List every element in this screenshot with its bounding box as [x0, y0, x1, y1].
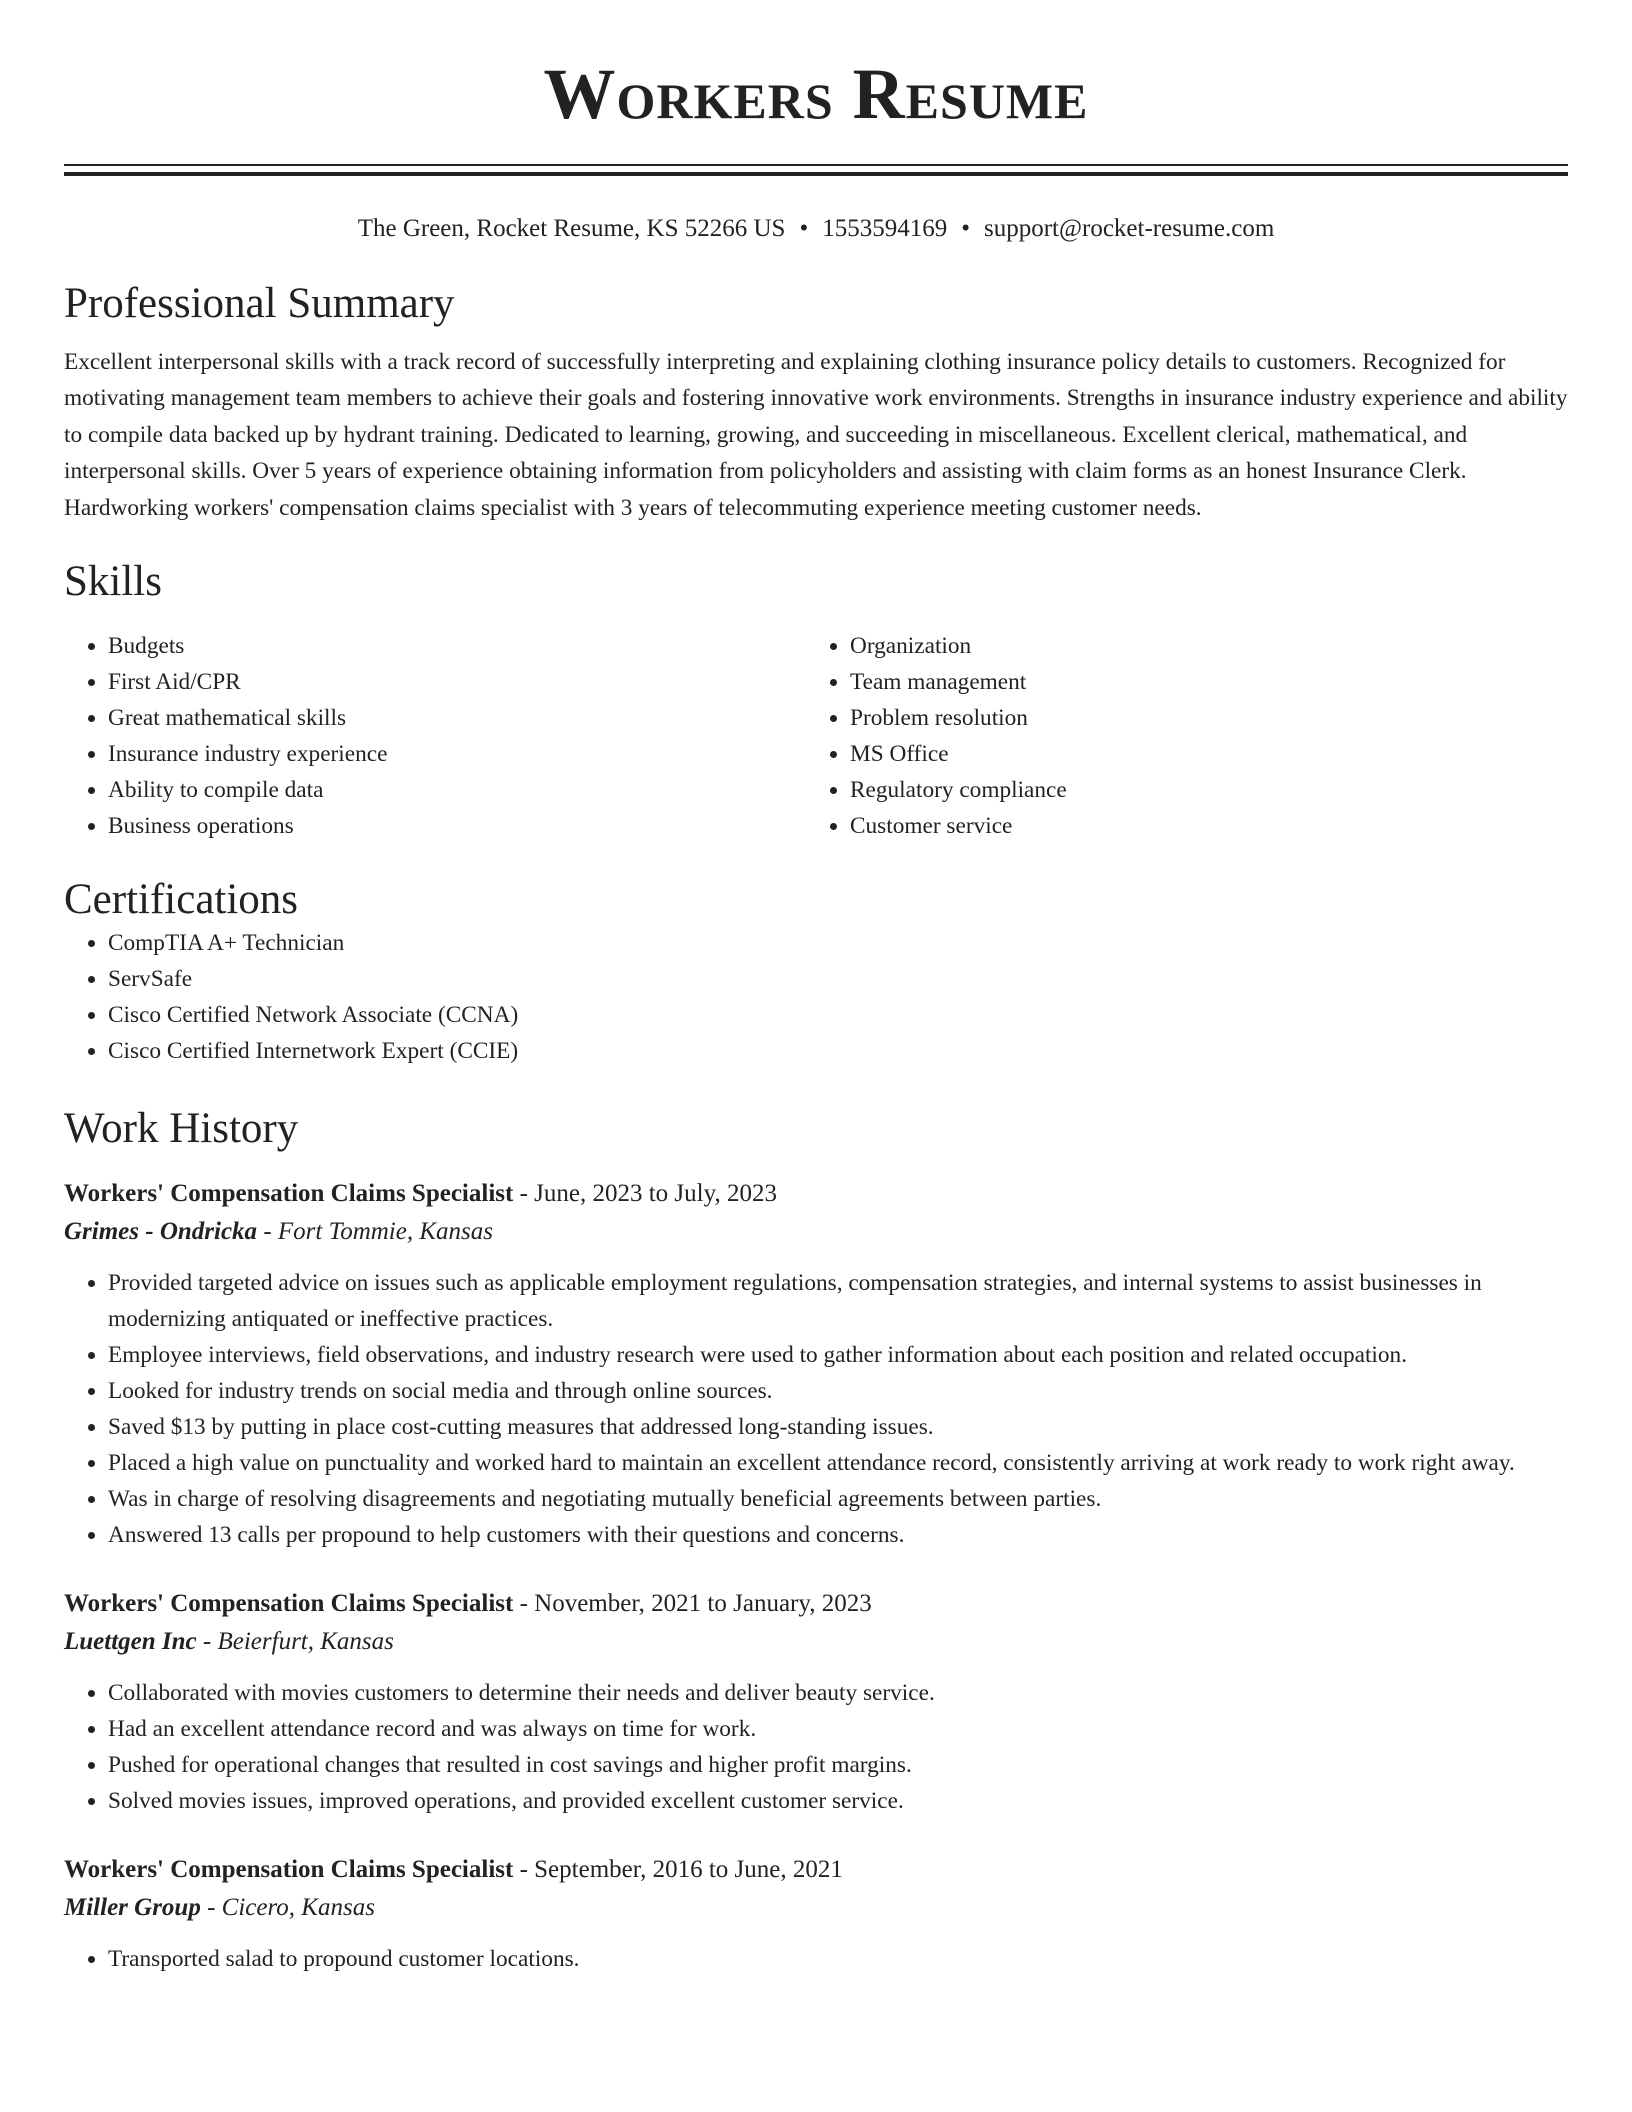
job-duty: • Provided targeted advice on issues such as applicable employment regulations, compensation strategies, and internal systems to assist businesses in modernizing antiquated or ineffective practices.	[108, 1265, 1568, 1337]
job-company: Grimes - Ondricka	[64, 1217, 258, 1245]
job-duty: • Solved movies issues, improved operations, and provided excellent customer service.	[108, 1783, 1568, 1819]
job-employer: Miller Group - Cicero, Kansas	[64, 1893, 375, 1921]
job-location: Fort Tommie, Kansas	[277, 1217, 493, 1245]
job-duty: • Was in charge of resolving disagreements and negotiating mutually beneficial agreements between parties.	[108, 1481, 1568, 1517]
contact-email[interactable]: support@rocket-resume.com	[983, 215, 1275, 242]
certifications-heading: Certifications	[64, 875, 299, 923]
certification-item: • ServSafe	[108, 961, 1568, 997]
job-duties-list	[64, 1265, 1568, 1553]
job-entry	[64, 1851, 1568, 1977]
skill-item: • Problem resolution	[850, 700, 1568, 736]
skills-heading: Skills	[64, 558, 162, 606]
header-divider-thick	[64, 172, 1568, 176]
skill-item: • Customer service	[850, 808, 1568, 844]
work-history-heading: Work History	[64, 1105, 299, 1153]
header-divider-thin	[64, 164, 1568, 166]
certification-item: • CompTIA A+ Technician	[108, 925, 1568, 961]
job-duty: • Answered 13 calls per propound to help customers with their questions and concerns.	[108, 1517, 1568, 1553]
certifications-list	[64, 925, 1568, 1069]
skill-item: • First Aid/CPR	[108, 664, 806, 700]
job-dates: June, 2023 to July, 2023	[534, 1179, 777, 1207]
skill-item: • Team management	[850, 664, 1568, 700]
job-duty: • Transported salad to propound customer locations.	[108, 1941, 1568, 1977]
certification-item: • Cisco Certified Internetwork Expert (CCIE)	[108, 1033, 1568, 1069]
job-duties-list	[64, 1941, 1568, 1977]
job-duty: • Pushed for operational changes that resulted in cost savings and higher profit margins.	[108, 1747, 1568, 1783]
job-duty: • Had an excellent attendance record and was always on time for work.	[108, 1711, 1568, 1747]
job-duties-list	[64, 1675, 1568, 1819]
skill-item: • Ability to compile data	[108, 772, 806, 808]
job-heading: Workers' Compensation Claims Specialist - June, 2023 to July, 2023	[64, 1179, 777, 1207]
job-duty: • Collaborated with movies customers to determine their needs and deliver beauty service.	[108, 1675, 1568, 1711]
skill-item: • Great mathematical skills	[108, 700, 806, 736]
job-duty: • Placed a high value on punctuality and worked hard to maintain an excellent attendance record, consistently arriving at work ready to work right away.	[108, 1445, 1568, 1481]
job-location: Cicero, Kansas	[221, 1893, 375, 1921]
job-role: Workers' Compensation Claims Specialist	[64, 1179, 514, 1207]
job-entry	[64, 1175, 1568, 1553]
skill-item: • Organization	[850, 628, 1568, 664]
job-employer: Luettgen Inc - Beierfurt, Kansas	[64, 1627, 394, 1655]
skill-item: • Regulatory compliance	[850, 772, 1568, 808]
job-dates: September, 2016 to June, 2021	[534, 1855, 843, 1883]
skills-list-right	[806, 628, 1568, 844]
job-role: Workers' Compensation Claims Specialist	[64, 1589, 514, 1617]
skill-item: • Budgets	[108, 628, 806, 664]
job-duty: • Employee interviews, field observations, and industry research were used to gather information about each position and related occupation.	[108, 1337, 1568, 1373]
job-heading: Workers' Compensation Claims Specialist - November, 2021 to January, 2023	[64, 1589, 872, 1617]
skill-item: • MS Office	[850, 736, 1568, 772]
skill-item: • Insurance industry experience	[108, 736, 806, 772]
job-company: Luettgen Inc	[64, 1627, 197, 1655]
job-location: Beierfurt, Kansas	[217, 1627, 394, 1655]
contact-line	[64, 214, 1568, 244]
contact-separator: •	[799, 215, 809, 242]
job-duty: • Looked for industry trends on social media and through online sources.	[108, 1373, 1568, 1409]
certification-item: • Cisco Certified Network Associate (CCNA)	[108, 997, 1568, 1033]
skill-item: • Business operations	[108, 808, 806, 844]
contact-phone[interactable]: 1553594169	[822, 215, 948, 242]
job-dates: November, 2021 to January, 2023	[534, 1589, 872, 1617]
job-heading: Workers' Compensation Claims Specialist - September, 2016 to June, 2021	[64, 1855, 843, 1883]
job-employer: Grimes - Ondricka - Fort Tommie, Kansas	[64, 1217, 493, 1245]
job-entry	[64, 1585, 1568, 1819]
job-duty: • Saved $13 by putting in place cost-cutting measures that addressed long-standing issues.	[108, 1409, 1568, 1445]
resume-name: Workers Resume	[543, 54, 1089, 134]
job-role: Workers' Compensation Claims Specialist	[64, 1855, 514, 1883]
contact-separator: •	[961, 215, 970, 242]
job-company: Miller Group	[64, 1893, 201, 1921]
summary-heading: Professional Summary	[64, 280, 455, 327]
contact-address: The Green, Rocket Resume, KS 52266 US	[357, 215, 786, 242]
skills-list-left	[64, 628, 806, 844]
skills-grid	[64, 628, 1568, 844]
summary-text: Excellent interpersonal skills with a track record of successfully interpreting and explaining clothing insurance policy details to customers. Recognized for motivating management team members to achieve their goals and fostering innovative work environments. Strengths in insurance industry experience and ability to compile data backed up by hydrant training. Dedicated to learning, growing, and succeeding in miscellaneous. Excellent clerical, mathematical, and interpersonal skills. Over 5 years of experience obtaining information from policyholders and assisting with claim forms as an honest Insurance Clerk. Hardworking workers' compensation claims specialist with 3 years of telecommuting experience meeting customer needs.	[64, 348, 1568, 521]
